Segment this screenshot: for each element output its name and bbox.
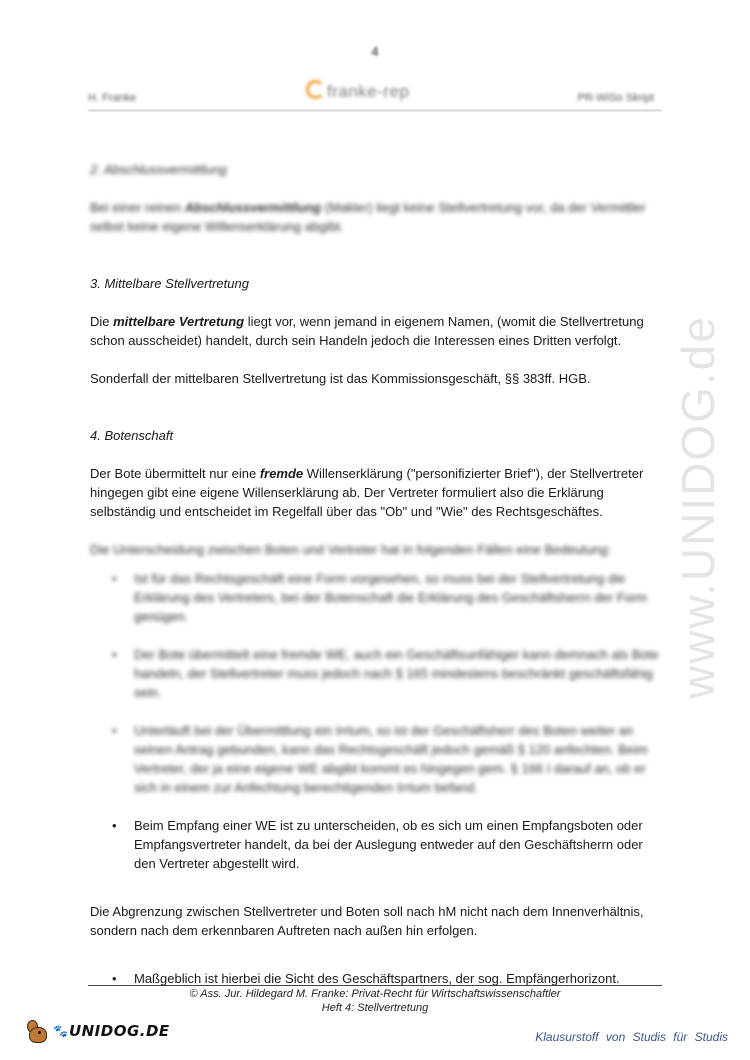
section-heading-4: 4. Botenschaft	[90, 428, 174, 443]
paw-icon: 🐾	[53, 1024, 68, 1038]
header-logo-text: franke-rep	[327, 82, 410, 101]
bullet-icon: •	[112, 723, 117, 738]
footer-issue: Heft 4: Stellvertretung	[321, 1002, 429, 1014]
header-doc-title: PR-WiSo Skript	[577, 92, 654, 104]
section-3-paragraph-2: Sonderfall der mittelbaren Stellvertretung ist das Kommissionsgeschäft, §§ 383ff. HGB.	[90, 371, 591, 386]
dog-icon	[26, 1018, 50, 1044]
unidog-logo-text: UNIDOG.DE	[68, 1022, 170, 1040]
section-4-paragraph-2: Die Unterscheidung zwischen Boten und Vertreter hat in folgenden Fällen eine Bedeutung:	[90, 542, 612, 557]
header-author: H. Franke	[88, 92, 137, 104]
list-item: • Ist für das Rechtsgeschäft eine Form vorgesehen, so muss bei der Stellvertretung die Erklärung des Vertreters, bei der Botenschaft die Erklärung des Geschäftsherrn der Form genügen.	[112, 571, 648, 624]
watermark: www.UNIDOG.de	[672, 315, 724, 699]
page-number: 4	[371, 44, 379, 59]
swirl-icon	[306, 80, 325, 99]
bullet-icon: •	[112, 647, 117, 662]
section-4-paragraph-3: Die Abgrenzung zwischen Stellvertreter und Boten soll nach hM nicht nach dem Innenverhältnis, sondern nach dem erkennbaren Auftreten nach außen hin erfolgen.	[90, 904, 644, 938]
bullet-icon: •	[112, 571, 117, 586]
list-item: • Beim Empfang einer WE ist zu unterscheiden, ob es sich um einen Empfangsboten oder Empfangsvertreter handelt, da bei der Auslegung entweder auf den Geschäftsherrn oder den Vertreter abgestellt wird.	[112, 818, 643, 871]
footer-divider	[88, 985, 662, 986]
section-4-paragraph-1: Der Bote übermittelt nur eine fremde Willenserklärung ("personifizierter Brief"), der Stellvertreter hingegen gibt eine eigene Willenserklärung ab. Der Vertreter formuliert also die Erklärung selbständig und entscheidet im Regelfall über das "Ob" und "Wie" des Rechtsgeschäftes.	[90, 466, 644, 519]
bullet-icon: •	[112, 818, 117, 833]
list-item: • Unterläuft bei der Übermittlung ein Irrtum, so ist der Geschäftsherr des Boten weiter an seinen Antrag gebunden, kann das Rechtsgeschäft jedoch gemäß § 120 anfechten. Beim Vertreter, der ja eine eigene WE abgibt kommt es hingegen gem. § 166 I darauf an, ob er sich in einem zur Anfechtung berechtigenden Irrtum befand.	[112, 723, 648, 795]
bullet-icon: •	[112, 971, 117, 986]
footer-copyright: © Ass. Jur. Hildegard M. Franke: Privat-Recht für Wirtschaftswissenschaftler	[189, 988, 561, 1000]
list-item: • Der Bote übermittelt eine fremde WE, auch ein Geschäftsunfähiger kann demnach als Bote handeln, der Stellvertreter muss jedoch nach § 165 mindestens beschränkt geschäftsfähig sein.	[112, 647, 659, 700]
section-2-paragraph: Bei einer reinen Abschlussvermittlung (Makler) liegt keine Stellvertretung vor, da der Vermittler selbst keine eigene Willenserklärung abgibt.	[90, 200, 646, 234]
list-item: • Maßgeblich ist hierbei die Sicht des Geschäftspartners, der sog. Empfängerhorizont.	[112, 971, 620, 986]
page-content	[90, 160, 660, 988]
bullet-list	[90, 569, 660, 873]
section-heading-2: 2. Abschlussvermittlung	[90, 162, 227, 177]
footer-tagline: Klausurstoff von Studis für Studis	[535, 1030, 728, 1044]
unidog-logo[interactable]	[26, 1016, 170, 1046]
header-divider	[88, 110, 662, 111]
header-logo	[306, 80, 409, 102]
section-3-paragraph-1: Die mittelbare Vertretung liegt vor, wenn jemand in eigenem Namen, (womit die Stellvertretung schon ausscheidet) handelt, durch sein Handeln jedoch die Interessen eines Dritten verfolgt.	[90, 314, 644, 348]
section-heading-3: 3. Mittelbare Stellvertretung	[90, 276, 249, 291]
